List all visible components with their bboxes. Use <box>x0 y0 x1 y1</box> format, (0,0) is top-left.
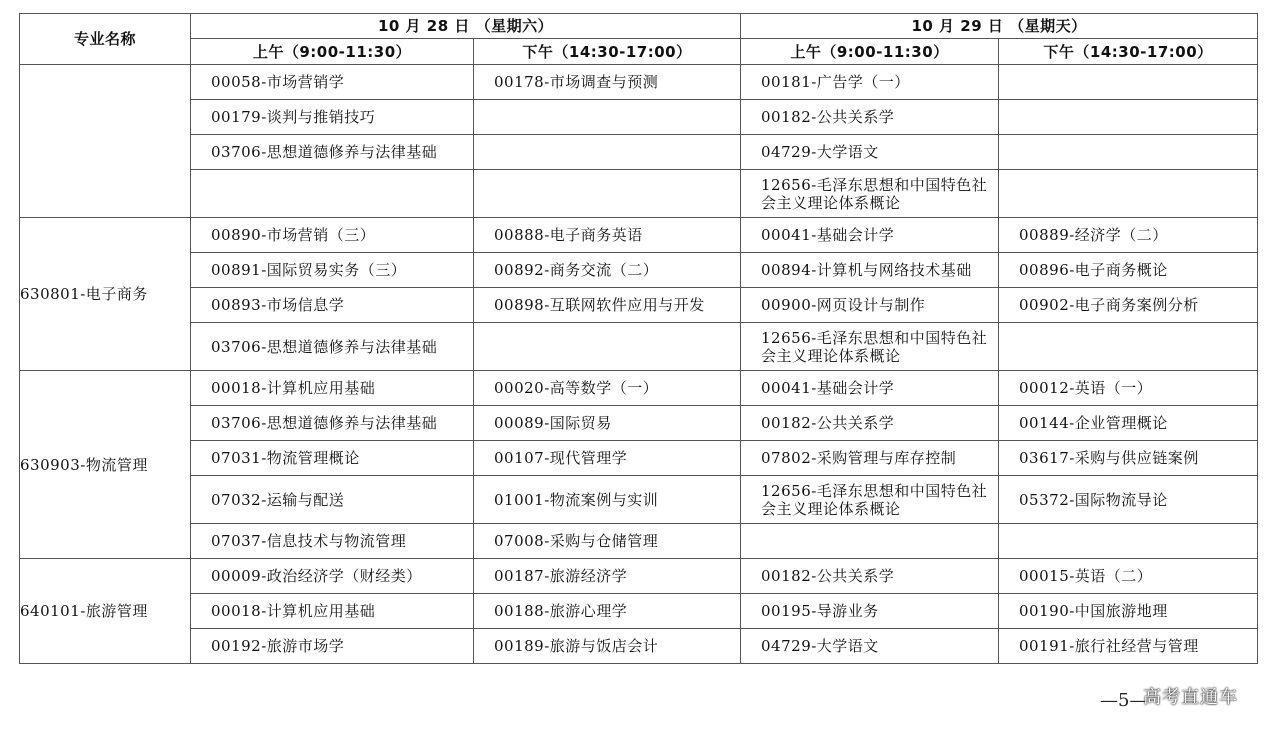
day2-pm-cell: 00144-企业管理概论 <box>999 406 1258 441</box>
day1-am-header: 上午（9:00-11:30） <box>191 39 474 65</box>
day2-pm-cell <box>999 323 1258 371</box>
table-row <box>20 559 1258 594</box>
day1-pm-cell: 00189-旅游与饭店会计 <box>474 629 741 664</box>
day1-pm-cell: 00089-国际贸易 <box>474 406 741 441</box>
day1-pm-cell: 01001-物流案例与实训 <box>474 476 741 524</box>
day2-am-cell: 04729-大学语文 <box>741 629 999 664</box>
day1-am-cell: 00179-谈判与推销技巧 <box>191 100 474 135</box>
day1-am-cell: 00890-市场营销（三） <box>191 218 474 253</box>
day2-am-cell: 00182-公共关系学 <box>741 406 999 441</box>
day1-am-cell: 00018-计算机应用基础 <box>191 371 474 406</box>
day2-pm-cell <box>999 65 1258 100</box>
table-row <box>20 170 1258 218</box>
table-row <box>20 253 1258 288</box>
table-row <box>20 371 1258 406</box>
day2-pm-cell: 05372-国际物流导论 <box>999 476 1258 524</box>
day1-pm-cell: 07008-采购与仓储管理 <box>474 524 741 559</box>
day2-pm-cell: 00015-英语（二） <box>999 559 1258 594</box>
day1-pm-cell: 00188-旅游心理学 <box>474 594 741 629</box>
day2-pm-cell <box>999 170 1258 218</box>
day2-am-header: 上午（9:00-11:30） <box>741 39 999 65</box>
table-row <box>20 100 1258 135</box>
day2-pm-cell: 00889-经济学（二） <box>999 218 1258 253</box>
day2-pm-cell: 00902-电子商务案例分析 <box>999 288 1258 323</box>
day2-pm-cell: 00012-英语（一） <box>999 371 1258 406</box>
day2-header: 10 月 29 日 （星期天） <box>741 14 1258 39</box>
major-name-cell: 630801-电子商务 <box>20 218 191 371</box>
day2-am-cell: 12656-毛泽东思想和中国特色社会主义理论体系概论 <box>741 323 999 371</box>
day1-pm-cell <box>474 170 741 218</box>
table-row <box>20 288 1258 323</box>
day2-am-cell: 12656-毛泽东思想和中国特色社会主义理论体系概论 <box>741 170 999 218</box>
day2-am-cell: 00041-基础会计学 <box>741 371 999 406</box>
day1-am-cell: 00018-计算机应用基础 <box>191 594 474 629</box>
table-row <box>20 406 1258 441</box>
day1-am-cell: 07032-运输与配送 <box>191 476 474 524</box>
day1-pm-cell <box>474 100 741 135</box>
major-name-cell: 630903-物流管理 <box>20 371 191 559</box>
table-row <box>20 524 1258 559</box>
day1-pm-cell: 00107-现代管理学 <box>474 441 741 476</box>
day1-am-cell: 07037-信息技术与物流管理 <box>191 524 474 559</box>
day1-am-cell: 00058-市场营销学 <box>191 65 474 100</box>
day2-pm-cell <box>999 135 1258 170</box>
day2-pm-cell <box>999 524 1258 559</box>
day1-am-cell: 03706-思想道德修养与法律基础 <box>191 323 474 371</box>
day1-am-cell: 03706-思想道德修养与法律基础 <box>191 406 474 441</box>
day2-am-cell: 00182-公共关系学 <box>741 559 999 594</box>
day1-am-cell <box>191 170 474 218</box>
day1-pm-cell: 00178-市场调查与预测 <box>474 65 741 100</box>
table-row <box>20 323 1258 371</box>
day2-pm-header: 下午（14:30-17:00） <box>999 39 1258 65</box>
day2-am-cell: 00195-导游业务 <box>741 594 999 629</box>
day1-pm-cell: 00888-电子商务英语 <box>474 218 741 253</box>
day1-pm-cell: 00187-旅游经济学 <box>474 559 741 594</box>
day1-am-cell: 00893-市场信息学 <box>191 288 474 323</box>
day1-am-cell: 00192-旅游市场学 <box>191 629 474 664</box>
day2-pm-cell: 03617-采购与供应链案例 <box>999 441 1258 476</box>
day2-am-cell: 00900-网页设计与制作 <box>741 288 999 323</box>
day2-am-cell: 00041-基础会计学 <box>741 218 999 253</box>
table-row <box>20 594 1258 629</box>
table-row <box>20 218 1258 253</box>
day1-pm-cell: 00892-商务交流（二） <box>474 253 741 288</box>
day1-am-cell: 00891-国际贸易实务（三） <box>191 253 474 288</box>
table-row <box>20 65 1258 100</box>
schedule-body <box>20 65 1258 664</box>
day1-pm-cell <box>474 135 741 170</box>
day1-am-cell: 03706-思想道德修养与法律基础 <box>191 135 474 170</box>
page-number: —5— <box>1100 690 1148 711</box>
major-column-header: 专业名称 <box>20 14 191 65</box>
table-row <box>20 476 1258 524</box>
table-row <box>20 135 1258 170</box>
day2-am-cell: 12656-毛泽东思想和中国特色社会主义理论体系概论 <box>741 476 999 524</box>
table-row <box>20 441 1258 476</box>
day1-header: 10 月 28 日 （星期六） <box>191 14 741 39</box>
day1-pm-header: 下午（14:30-17:00） <box>474 39 741 65</box>
major-name-cell <box>20 65 191 218</box>
day2-am-cell: 00181-广告学（一） <box>741 65 999 100</box>
major-name-cell: 640101-旅游管理 <box>20 559 191 664</box>
day1-pm-cell <box>474 323 741 371</box>
day2-am-cell: 00182-公共关系学 <box>741 100 999 135</box>
day2-pm-cell <box>999 100 1258 135</box>
day2-am-cell: 07802-采购管理与库存控制 <box>741 441 999 476</box>
day2-pm-cell: 00190-中国旅游地理 <box>999 594 1258 629</box>
exam-schedule-table <box>19 13 1258 664</box>
day2-pm-cell: 00191-旅行社经营与管理 <box>999 629 1258 664</box>
day1-pm-cell: 00020-高等数学（一） <box>474 371 741 406</box>
day2-am-cell: 00894-计算机与网络技术基础 <box>741 253 999 288</box>
table-row <box>20 629 1258 664</box>
watermark-text: 高考直通车 <box>1143 687 1238 708</box>
day1-am-cell: 07031-物流管理概论 <box>191 441 474 476</box>
day2-pm-cell: 00896-电子商务概论 <box>999 253 1258 288</box>
day2-am-cell: 04729-大学语文 <box>741 135 999 170</box>
day1-am-cell: 00009-政治经济学（财经类） <box>191 559 474 594</box>
day1-pm-cell: 00898-互联网软件应用与开发 <box>474 288 741 323</box>
day2-am-cell <box>741 524 999 559</box>
